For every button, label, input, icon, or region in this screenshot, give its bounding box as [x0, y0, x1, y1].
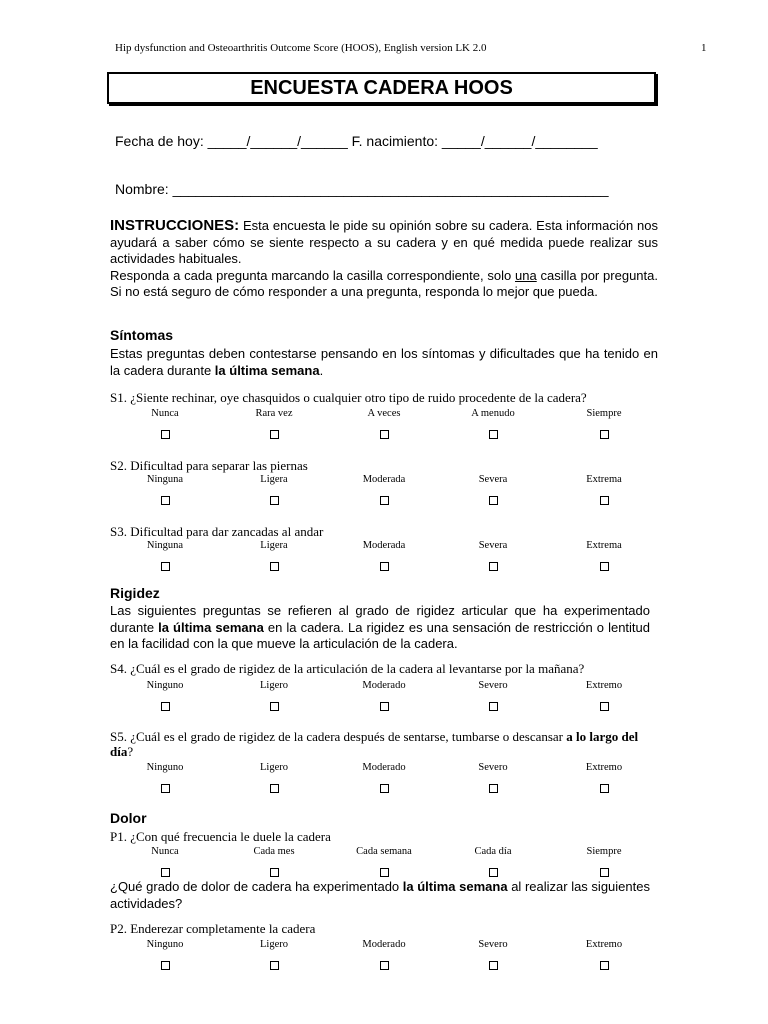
checkbox-s3-3[interactable] [380, 562, 389, 571]
option-label-s5-5: Extremo [585, 762, 623, 773]
question-s5-bold: a lo largo del [566, 729, 639, 744]
checkbox-s1-2[interactable] [270, 430, 279, 439]
checkbox-s1-3[interactable] [380, 430, 389, 439]
checkbox-s2-1[interactable] [161, 496, 170, 505]
option-label-s2-1: Ninguna [146, 474, 184, 485]
checkbox-s5-3[interactable] [380, 784, 389, 793]
checkbox-s4-2[interactable] [270, 702, 279, 711]
question-s1: S1. ¿Siente rechinar, oye chasquidos o cualquier otro tipo de ruido procedente de la cadera? [110, 390, 587, 405]
option-label-s5-3: Moderado [362, 762, 406, 773]
checkbox-s3-4[interactable] [489, 562, 498, 571]
question-s5-text: S5. ¿Cuál es el grado de rigidez de la cadera después de sentarse, tumbarse o descansar [110, 729, 567, 744]
pain-intro-bold: la última semana [402, 879, 508, 894]
question-s2: S2. Dificultad para separar las piernas [110, 458, 308, 473]
checkbox-s3-5[interactable] [600, 562, 609, 571]
section-heading-symptoms: Síntomas [110, 327, 174, 343]
question-p1: P1. ¿Con qué frecuencia le duele la cadera [110, 829, 331, 844]
checkbox-s5-2[interactable] [270, 784, 279, 793]
option-label-s4-3: Moderado [362, 680, 406, 691]
question-p2: P2. Enderezar completamente la cadera [110, 921, 316, 936]
option-label-s4-4: Severo [478, 680, 508, 691]
option-label-s1-3: A veces [367, 408, 401, 419]
option-label-s4-2: Ligero [260, 680, 288, 691]
checkbox-s3-2[interactable] [270, 562, 279, 571]
option-label-s1-4: A menudo [471, 408, 515, 419]
checkbox-p2-1[interactable] [161, 961, 170, 970]
checkbox-p1-1[interactable] [161, 868, 170, 877]
symptoms-intro-end: . [319, 362, 324, 378]
option-label-p2-3: Moderado [362, 939, 406, 950]
option-label-s2-4: Severa [478, 474, 508, 485]
checkbox-s5-1[interactable] [161, 784, 170, 793]
checkbox-p2-2[interactable] [270, 961, 279, 970]
checkbox-s4-3[interactable] [380, 702, 389, 711]
option-label-s3-4: Severa [478, 540, 508, 551]
pain-intro [110, 879, 650, 912]
checkbox-p1-4[interactable] [489, 868, 498, 877]
option-label-s5-4: Severo [478, 762, 508, 773]
checkbox-s4-1[interactable] [161, 702, 170, 711]
name-field-line[interactable]: Nombre: ________________________________________________________ [115, 181, 609, 197]
option-label-s1-2: Rara vez [255, 408, 293, 419]
question-s5 [110, 729, 690, 759]
checkbox-s2-4[interactable] [489, 496, 498, 505]
instructions-text-2a: Responda a cada pregunta marcando la casilla correspondiente, solo [110, 267, 516, 283]
option-label-s4-1: Ninguno [146, 680, 184, 691]
date-field-line[interactable]: Fecha de hoy: _____/______/______ F. nacimiento: _____/______/________ [115, 133, 598, 149]
instructions-text-2u: una [515, 267, 537, 283]
question-s5-end: ? [127, 744, 134, 759]
stiffness-intro [110, 603, 650, 653]
option-label-s3-2: Ligera [260, 540, 288, 551]
checkbox-p1-5[interactable] [600, 868, 609, 877]
option-label-s1-1: Nunca [151, 408, 179, 419]
checkbox-s4-4[interactable] [489, 702, 498, 711]
page-number: 1 [701, 42, 707, 54]
title-box [107, 72, 656, 104]
option-label-s3-1: Ninguna [146, 540, 184, 551]
symptoms-intro-bold: la última semana [214, 362, 320, 378]
checkbox-p2-4[interactable] [489, 961, 498, 970]
option-label-s4-5: Extremo [585, 680, 623, 691]
option-label-s2-5: Extrema [586, 474, 622, 485]
section-heading-stiffness: Rigidez [110, 585, 160, 601]
question-s4: S4. ¿Cuál es el grado de rigidez de la articulación de la cadera al levantarse por la mañana? [110, 661, 585, 676]
checkbox-s3-1[interactable] [161, 562, 170, 571]
option-label-p1-4: Cada día [474, 846, 512, 857]
option-label-p2-5: Extremo [585, 939, 623, 950]
checkbox-s1-4[interactable] [489, 430, 498, 439]
checkbox-s5-5[interactable] [600, 784, 609, 793]
option-label-p1-5: Siempre [586, 846, 622, 857]
checkbox-p2-3[interactable] [380, 961, 389, 970]
option-label-p1-1: Nunca [151, 846, 179, 857]
checkbox-p1-3[interactable] [380, 868, 389, 877]
checkbox-s2-3[interactable] [380, 496, 389, 505]
checkbox-p1-2[interactable] [270, 868, 279, 877]
option-label-p1-3: Cada semana [356, 846, 412, 857]
checkbox-s1-1[interactable] [161, 430, 170, 439]
checkbox-s1-5[interactable] [600, 430, 609, 439]
option-label-s1-5: Siempre [586, 408, 622, 419]
option-label-s2-2: Ligera [260, 474, 288, 485]
question-s5-bold-2: día [110, 744, 128, 759]
option-label-p1-2: Cada mes [253, 846, 295, 857]
pain-intro-text: ¿Qué grado de dolor de cadera ha experimentado [110, 879, 403, 894]
option-label-p2-1: Ninguno [146, 939, 184, 950]
instructions-heading: INSTRUCCIONES: [110, 217, 240, 234]
question-s3: S3. Dificultad para dar zancadas al andar [110, 524, 324, 539]
option-label-s3-5: Extrema [586, 540, 622, 551]
option-label-p2-4: Severo [478, 939, 508, 950]
stiffness-intro-bold: la última semana [158, 619, 264, 635]
checkbox-s2-2[interactable] [270, 496, 279, 505]
checkbox-p2-5[interactable] [600, 961, 609, 970]
symptoms-intro [110, 346, 658, 379]
document-header: Hip dysfunction and Osteoarthritis Outcome Score (HOOS), English version LK 2.0 [115, 42, 487, 54]
option-label-s3-3: Moderada [362, 540, 406, 551]
option-label-s2-3: Moderada [362, 474, 406, 485]
instructions-block [110, 218, 658, 301]
checkbox-s4-5[interactable] [600, 702, 609, 711]
option-label-s5-2: Ligero [260, 762, 288, 773]
instructions-text-2b: casilla por pregunta. Si no está seguro de cómo responder a una pregunta, responda lo mejor que pueda. [110, 267, 658, 299]
option-label-s5-1: Ninguno [146, 762, 184, 773]
stiffness-intro-text: Las siguientes preguntas se refieren al grado de rigidez articular que ha experimentado durante [110, 603, 650, 635]
page-title: ENCUESTA CADERA HOOS [250, 77, 513, 99]
checkbox-s5-4[interactable] [489, 784, 498, 793]
pain-intro-end: al realizar las siguientes actividades? [110, 879, 650, 911]
section-heading-pain: Dolor [110, 810, 147, 826]
checkbox-s2-5[interactable] [600, 496, 609, 505]
instructions-text-1: Esta encuesta le pide su opinión sobre su cadera. Esta información nos ayudará a saber cómo se siente respecto a su cadera y en qué medida puede realizar sus actividades habituales. [110, 218, 658, 266]
symptoms-intro-text: Estas preguntas deben contestarse pensando en los síntomas y dificultades que ha tenido en la cadera durante [110, 346, 658, 378]
option-label-p2-2: Ligero [260, 939, 288, 950]
stiffness-intro-end: en la cadera. La rigidez es una sensación de restricción o lentitud en la facilidad con la que mueve la articulación de la cadera. [110, 619, 651, 651]
